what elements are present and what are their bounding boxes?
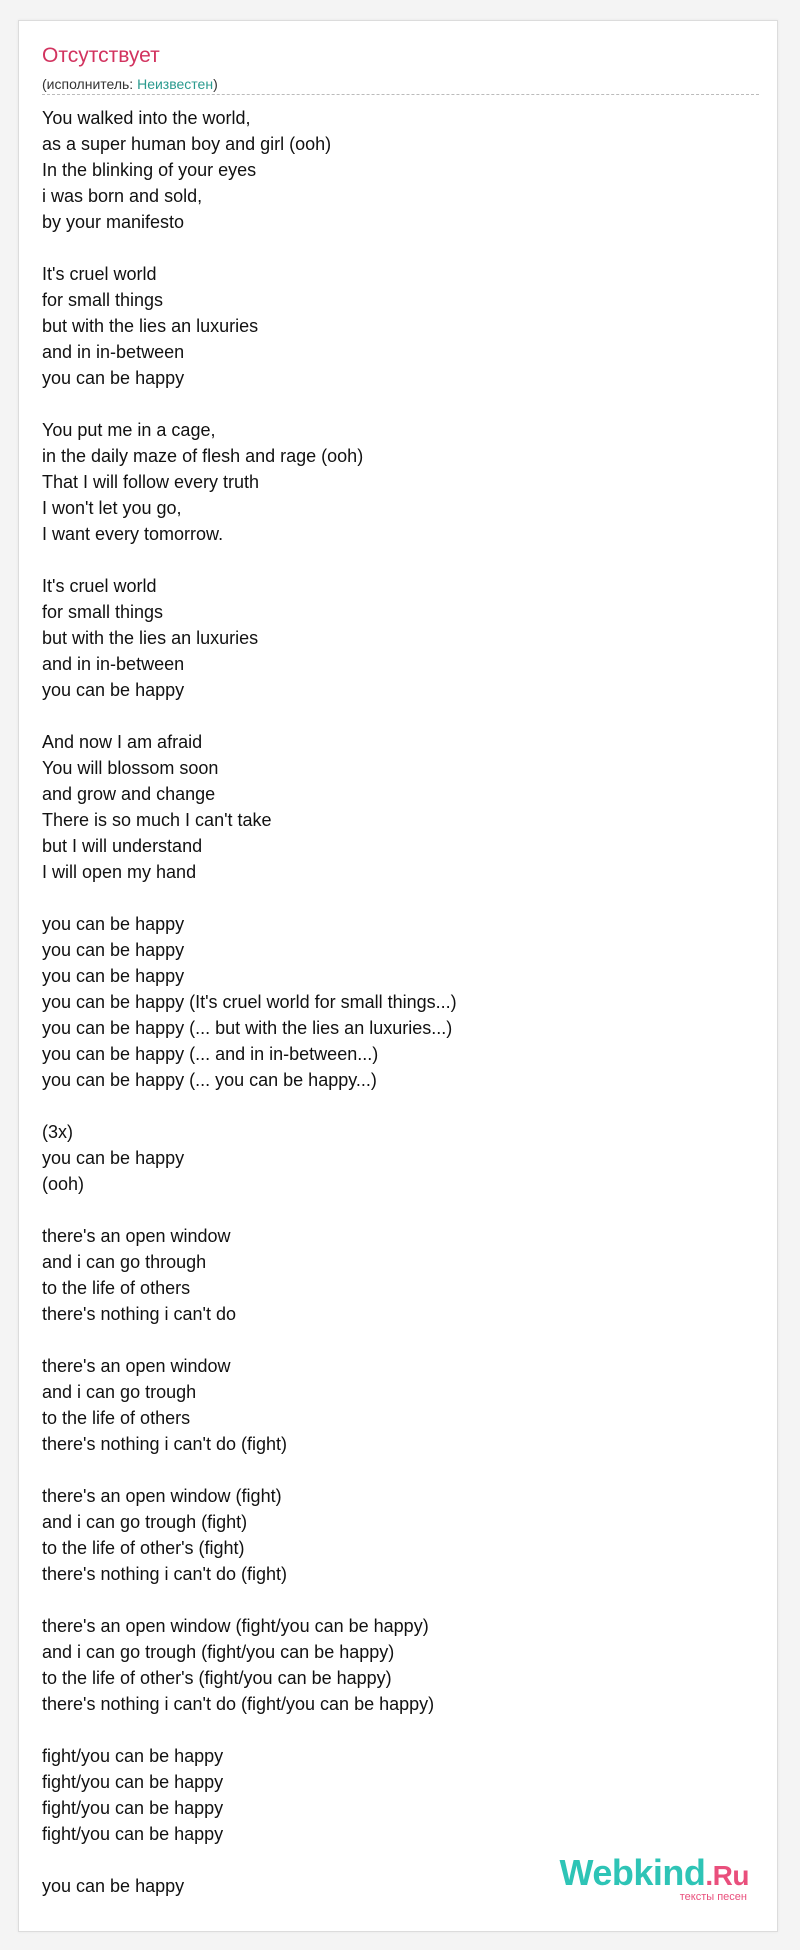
stanza-break [42,547,457,573]
lyric-line: there's nothing i can't do (fight) [42,1434,288,1454]
lyric-line: I won't let you go, [42,498,182,518]
lyric-line: to the life of others [42,1408,191,1428]
stanza-break [42,1197,457,1223]
lyric-line: there's nothing i can't do (fight/you can be happy) [42,1694,435,1714]
lyric-line: You put me in a cage, [42,420,216,440]
lyric-line: as a super human boy and girl (ooh) [42,134,332,154]
lyric-line: I will open my hand [42,862,197,882]
lyrics-body [42,105,457,1899]
lyric-line: you can be happy (It's cruel world for small things...) [42,992,457,1012]
lyric-line: and i can go trough (fight/you can be happy) [42,1642,395,1662]
lyric-line: but with the lies an luxuries [42,628,259,648]
lyric-line: to the life of others [42,1278,191,1298]
stanza-break [42,1587,457,1613]
artist-suffix: ) [213,76,218,92]
lyric-line: and i can go trough [42,1382,197,1402]
lyric-line: there's nothing i can't do (fight) [42,1564,288,1584]
logo-tld: .Ru [705,1860,749,1891]
lyric-line: you can be happy [42,368,185,388]
stanza-break [42,1457,457,1483]
lyric-line: there's an open window (fight) [42,1486,282,1506]
lyric-line: (ooh) [42,1174,85,1194]
site-logo[interactable] [560,1854,749,1903]
lyric-line: and in in-between [42,342,185,362]
lyric-line: fight/you can be happy [42,1824,224,1844]
logo-tagline: тексты песен [679,1891,747,1903]
lyric-line: you can be happy (... but with the lies an luxuries...) [42,1018,453,1038]
lyric-line: fight/you can be happy [42,1772,224,1792]
lyric-line: to the life of other's (fight) [42,1538,245,1558]
lyric-line: you can be happy [42,940,185,960]
stanza-break [42,703,457,729]
stanza-break [42,235,457,261]
lyric-line: you can be happy [42,914,185,934]
lyric-line: fight/you can be happy [42,1746,224,1766]
lyric-line: In the blinking of your eyes [42,160,257,180]
lyric-line: you can be happy [42,1876,185,1896]
lyric-line: there's an open window (fight/you can be happy) [42,1616,429,1636]
lyric-line: It's cruel world [42,576,157,596]
lyric-line: I want every tomorrow. [42,524,224,544]
lyric-line: in the daily maze of flesh and rage (ooh) [42,446,364,466]
lyric-line: for small things [42,290,164,310]
artist-line [42,75,218,93]
stanza-break [42,1847,457,1873]
lyric-line: there's an open window [42,1356,231,1376]
lyric-line: for small things [42,602,164,622]
stanza-break [42,1327,457,1353]
lyric-line: there's nothing i can't do [42,1304,237,1324]
lyric-line: you can be happy (... and in in-between...) [42,1044,379,1064]
song-title: Отсутствует [42,44,160,67]
artist-prefix: (исполнитель: [42,76,138,92]
lyric-line: That I will follow every truth [42,472,260,492]
stanza-break [42,885,457,911]
logo-wordmark [560,1854,749,1895]
lyric-line: It's cruel world [42,264,157,284]
lyrics-card [18,20,778,1932]
lyric-line: You walked into the world, [42,108,251,128]
lyric-line: And now I am afraid [42,732,203,752]
lyric-line: to the life of other's (fight/you can be happy) [42,1668,392,1688]
lyric-line: (3x) [42,1122,73,1142]
lyric-line: and i can go trough (fight) [42,1512,248,1532]
lyric-line: fight/you can be happy [42,1798,224,1818]
lyric-line: and in in-between [42,654,185,674]
artist-link[interactable]: Неизвестен [137,76,214,92]
stanza-break [42,1717,457,1743]
lyric-line: There is so much I can't take [42,810,272,830]
lyric-line: you can be happy [42,966,185,986]
lyric-line: you can be happy [42,680,185,700]
title-divider [42,94,759,95]
lyric-line: you can be happy [42,1148,185,1168]
lyric-line: and grow and change [42,784,216,804]
lyric-line: i was born and sold, [42,186,203,206]
lyric-line: there's an open window [42,1226,231,1246]
lyric-line: You will blossom soon [42,758,219,778]
stanza-break [42,391,457,417]
lyric-line: by your manifesto [42,212,185,232]
logo-brand: Webkind [559,1852,706,1893]
stanza-break [42,1093,457,1119]
lyric-line: but I will understand [42,836,203,856]
lyric-line: and i can go through [42,1252,207,1272]
lyric-line: you can be happy (... you can be happy...) [42,1070,377,1090]
lyric-line: but with the lies an luxuries [42,316,259,336]
